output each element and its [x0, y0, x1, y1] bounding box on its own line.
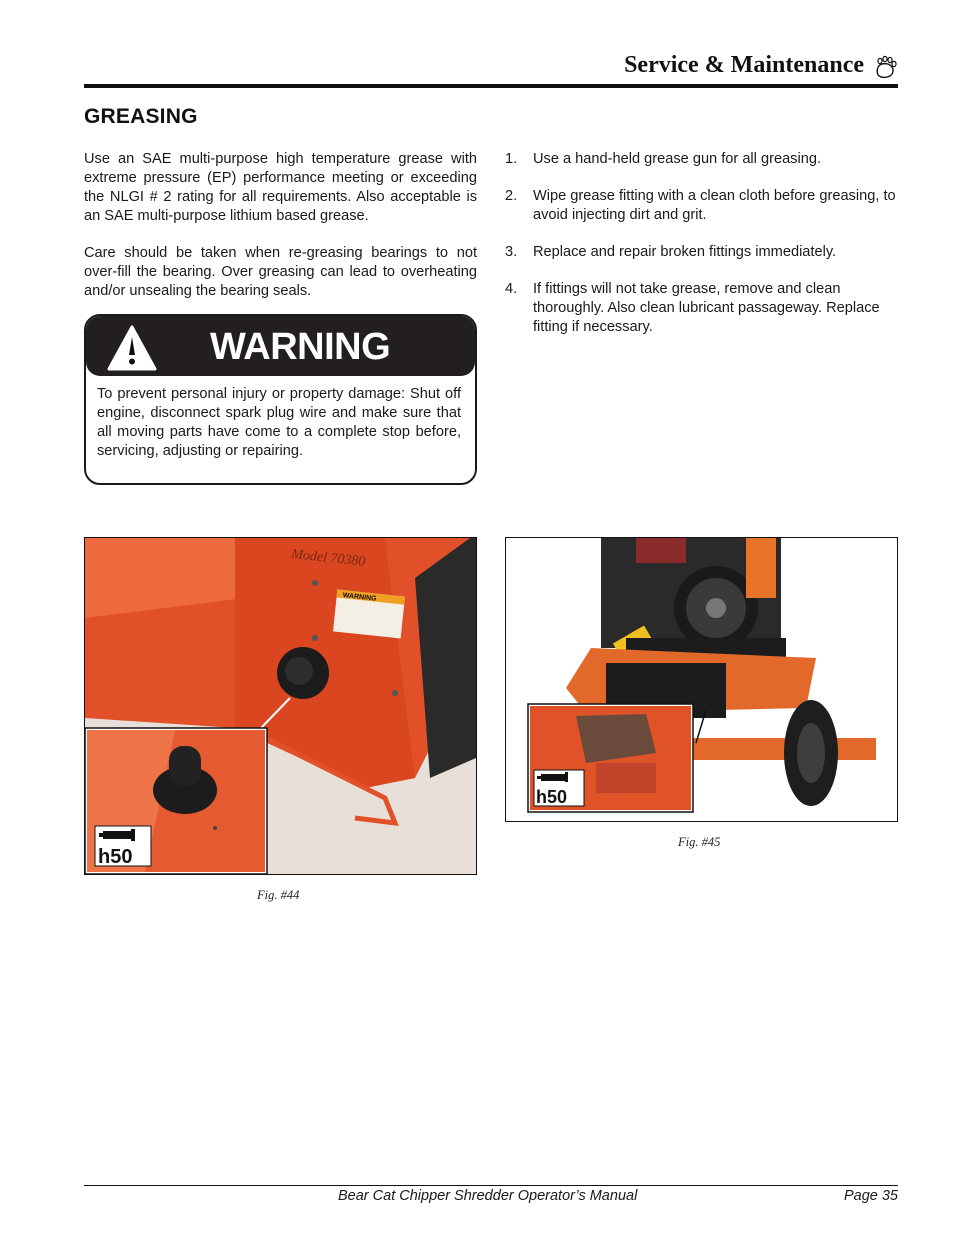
grease-spec-paragraph: Use an SAE multi-purpose high temperature grease with extreme pressure (EP) performance meeting or exceeding the NLGI # 2 rating for all requirements. Also acceptable is an SAE multi-purpose lithium based grease. [84, 151, 477, 224]
figure-45-photo [505, 537, 898, 822]
step-item [505, 187, 898, 225]
warning-triangle-icon [106, 324, 158, 372]
step-number: 4. [505, 281, 518, 297]
figure-44-caption: Fig. #44 [257, 888, 300, 902]
step-item [505, 280, 898, 337]
step-item [505, 243, 898, 262]
warning-text: To prevent personal injury or property damage: Shut off engine, disconnect spark plug wire and make sure that all moving parts have come to a complete stop before, servicing, adjusting or repairing. [97, 386, 461, 459]
section-heading: GREASING [84, 105, 198, 128]
step-number: 2. [505, 188, 518, 204]
step-number: 3. [505, 244, 518, 260]
page-section-title: Service & Maintenance [624, 52, 864, 78]
footer-manual-title: Bear Cat Chipper Shredder Operator’s Manual [338, 1188, 638, 1204]
step-text: Replace and repair broken fittings immediately. [533, 244, 837, 260]
greasing-steps [505, 150, 898, 355]
step-text: If fittings will not take grease, remove and clean thoroughly. Also clean lubricant passageway. Replace fitting if necessary. [533, 281, 880, 335]
model-label: Model 70380 [290, 547, 367, 570]
page-number: Page 35 [843, 1188, 898, 1204]
warning-decal-label: WARNING [342, 592, 377, 603]
overgreasing-paragraph: Care should be taken when re-greasing bearings to not over-fill the bearing. Over greasing can lead to overheating and/or unsealing the bearing seals. [84, 245, 477, 299]
step-item [505, 150, 898, 169]
step-text: Use a hand-held grease gun for all greasing. [533, 151, 822, 167]
warning-box [84, 314, 477, 485]
footer-rule [84, 1185, 898, 1186]
figure-45-caption: Fig. #45 [678, 835, 721, 849]
figure-44-photo [84, 537, 477, 875]
interval-label: h50 [98, 846, 133, 868]
bear-paw-icon [873, 55, 899, 81]
warning-header [86, 316, 475, 376]
step-number: 1. [505, 151, 518, 167]
step-text: Wipe grease fitting with a clean cloth before greasing, to avoid injecting dirt and grit. [533, 188, 896, 223]
header-rule [84, 84, 898, 88]
engine-mount-illustration [506, 538, 897, 821]
interval-label: h50 [536, 787, 568, 807]
warning-title: WARNING [210, 326, 391, 368]
chipper-bearing-illustration [85, 538, 476, 874]
